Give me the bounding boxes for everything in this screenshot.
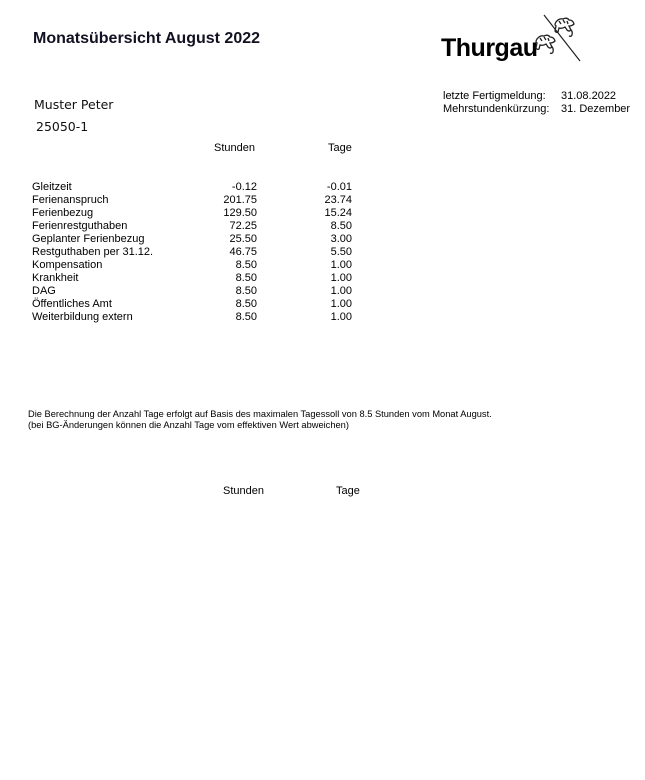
table-row [32,181,362,194]
row-label: Weiterbildung extern [32,311,133,323]
table-row [32,220,362,233]
table-row [32,194,362,207]
meta-label: letzte Fertigmeldung: [443,90,546,102]
row-label: Ferienanspruch [32,194,109,206]
row-tage: 1.00 [330,285,352,297]
note-line-2: (bei BG-Änderungen können die Anzahl Tage vom effektiven Wert abweichen) [28,420,349,430]
meta-label: Mehrstundenkürzung: [443,103,550,115]
logo-text: Thurgau [441,34,538,62]
calculation-note [28,409,492,431]
row-label: Krankheit [32,272,79,284]
column-header-stunden-2: Stunden [223,485,264,497]
table-row [32,246,362,259]
row-stunden: 8.50 [235,311,257,323]
table-row [32,285,362,298]
column-header-tage: Tage [328,142,352,154]
note-line-1: Die Berechnung der Anzahl Tage erfolgt auf Basis des maximalen Tagessoll von 8.5 Stunden vom Monat August. [28,409,492,419]
row-stunden: 201.75 [223,194,257,206]
row-stunden: -0.12 [231,181,257,193]
row-stunden: 129.50 [223,207,257,219]
person-id: 25050-1 [36,119,89,134]
table-row [32,298,362,311]
row-label: Geplanter Ferienbezug [32,233,145,245]
row-stunden: 8.50 [235,272,257,284]
page-title: Monatsübersicht August 2022 [33,30,261,47]
thurgau-logo [441,12,586,64]
row-stunden: 8.50 [235,298,257,310]
row-tage: 1.00 [330,272,352,284]
row-label: Öffentliches Amt [32,298,112,310]
row-stunden: 25.50 [229,233,257,245]
table-row [32,207,362,220]
row-label: Ferienrestguthaben [32,220,128,232]
table-row [32,233,362,246]
row-stunden: 8.50 [235,259,257,271]
row-tage: 1.00 [330,259,352,271]
meta-info [443,90,630,116]
thurgau-lions-crest-icon [534,12,586,64]
row-stunden: 8.50 [235,285,257,297]
table-row [32,311,362,324]
row-label: Restguthaben per 31.12. [32,246,154,258]
row-stunden: 46.75 [229,246,257,258]
meta-value: 31. Dezember [561,103,631,115]
row-tage: 1.00 [330,311,352,323]
row-stunden: 72.25 [229,220,257,232]
table-row [32,272,362,285]
table-row [32,259,362,272]
person-name: Muster Peter [34,97,114,112]
row-tage: 23.74 [324,194,352,206]
row-label: Ferienbezug [32,207,94,219]
meta-value: 31.08.2022 [561,90,617,102]
row-label: Kompensation [32,259,103,271]
column-header-tage-2: Tage [336,485,360,497]
row-tage: 3.00 [330,233,352,245]
row-tage: -0.01 [326,181,352,193]
meta-row-fertigmeldung [443,90,630,103]
row-tage: 15.24 [324,207,352,219]
column-header-stunden: Stunden [214,142,255,154]
balance-table [32,181,362,324]
row-tage: 1.00 [330,298,352,310]
row-tage: 5.50 [330,246,352,258]
row-label: DAG [32,285,56,297]
row-label: Gleitzeit [32,181,72,193]
meta-row-mehrstundenkuerzung [443,103,630,116]
row-tage: 8.50 [330,220,352,232]
